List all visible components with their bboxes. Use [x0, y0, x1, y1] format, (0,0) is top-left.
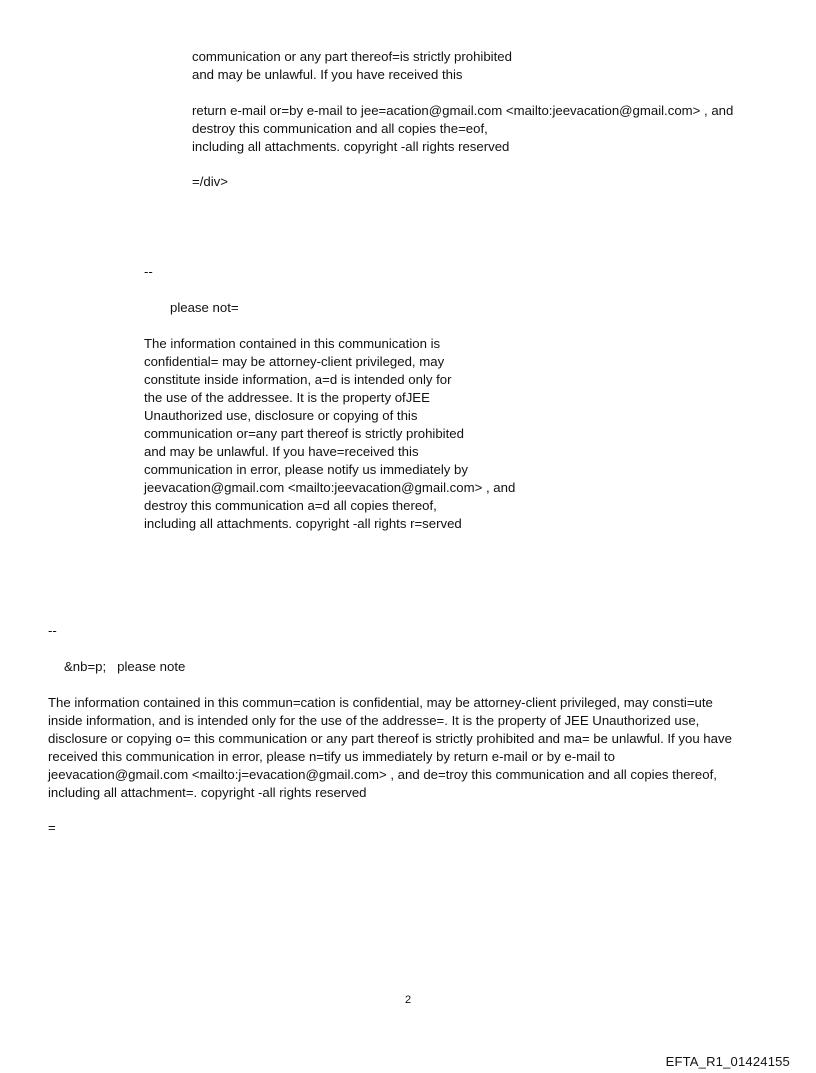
text-line: communication or any part thereof=is strictly prohibited — [192, 49, 512, 64]
quoted-disclaimer-contact — [192, 102, 733, 156]
text-line: constitute inside information, a=d is intended only for — [144, 372, 452, 387]
trailing-equals: = — [48, 820, 56, 835]
signature-separator: -- — [144, 264, 153, 279]
bates-number: EFTA_R1_01424155 — [665, 1054, 790, 1069]
quoted-disclaimer-fragment — [192, 48, 512, 84]
text-line: communication in error, please notify us immediately by — [144, 462, 468, 477]
please-note-heading: &nb=p; please note — [64, 659, 186, 674]
text-line: disclosure or copying o= this communication or any part thereof is strictly prohibited and ma= be unlawful. If you have — [48, 731, 732, 746]
please-note-heading: please not= — [170, 300, 239, 315]
div-close-tag: =/div> — [192, 174, 228, 189]
text-line: Unauthorized use, disclosure or copying of this — [144, 408, 418, 423]
signature-separator: -- — [48, 623, 57, 638]
text-line: destroy this communication and all copies the=eof, — [192, 121, 488, 136]
text-line: and may be unlawful. If you have received this — [192, 67, 463, 82]
text-line: communication or=any part thereof is strictly prohibited — [144, 426, 464, 441]
page-number: 2 — [404, 994, 412, 1006]
text-line: including all attachments. copyright -all rights reserved — [192, 139, 510, 154]
text-line: The information contained in this commun=cation is confidential, may be attorney-client privileged, may consti=ute — [48, 695, 713, 710]
text-line: the use of the addressee. It is the property ofJEE — [144, 390, 430, 405]
text-line: inside information, and is intended only for the use of the addresse=. It is the property of JEE Unauthorized use, — [48, 713, 700, 728]
confidentiality-disclaimer-indented — [144, 335, 515, 533]
text-line: return e-mail or=by e-mail to jee=acation@gmail.com <mailto:jeevacation@gmail.com> , and — [192, 103, 734, 118]
text-line: received this communication in error, please n=tify us immediately by return e-mail or by e-mail to — [48, 749, 615, 764]
text-line: destroy this communication a=d all copies thereof, — [144, 498, 437, 513]
confidentiality-disclaimer-full — [48, 694, 732, 802]
text-line: jeevacation@gmail.com <mailto:j=evacation@gmail.com> , and de=troy this communication and all copies thereof, — [48, 767, 717, 782]
text-line: including all attachment=. copyright -all rights reserved — [48, 785, 367, 800]
text-line: confidential= may be attorney-client privileged, may — [144, 354, 445, 369]
text-line: and may be unlawful. If you have=received this — [144, 444, 419, 459]
text-line: including all attachments. copyright -all rights r=served — [144, 516, 462, 531]
text-line: The information contained in this communication is — [144, 336, 441, 351]
text-line: jeevacation@gmail.com <mailto:jeevacation@gmail.com> , and — [144, 480, 516, 495]
